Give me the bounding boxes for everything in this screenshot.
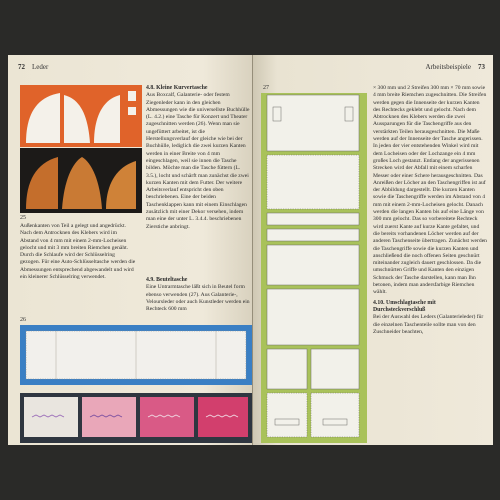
section-4-9-title: 4.9. Beuteltasche: [146, 277, 188, 283]
left-body-text-lower: Außenkanten von Teil a gelegt und angedrückt. Nach dem Antrocknen des Klebers wird im Abstand von 4 mm mit einem 2-mm-Locheisen gelocht und mit 3 mm breiten Riemchen genäht. Durch die Schlaufe wird der Schlüsselring gezogen. Für eine Auto-Schlüsseltasche werden die Abmessungen entsprechend abgewandelt und wird ein kleinerer Schlüsselring verwendet.: [20, 223, 136, 281]
section-4-9-text: Eine Untrarmtasche läßt sich in Beutel form ebenso verwenden (27). Aus Galanterie-, Veloursleder oder auch Kunstleder werden ein Rechteck 600 mm: [146, 284, 250, 313]
figure-27-label: 27: [263, 85, 269, 91]
left-page-number: 72: [18, 63, 25, 71]
right-page: [253, 55, 493, 445]
right-chapter-title: Arbeitsbeispiele: [425, 63, 471, 71]
section-4-10-title: 4.10. Umschlagtasche mit Durchsteckverschluß: [373, 299, 436, 313]
figure-25-shapes: [20, 85, 142, 213]
section-4-8-title: 4.8. Kleine Kurvertasche: [146, 85, 208, 91]
figure-25-keyring-pattern: [20, 85, 142, 213]
figure-26-label: 26: [20, 317, 26, 323]
section-4-8-block: [146, 85, 250, 231]
left-chapter-title: Leder: [32, 63, 49, 71]
section-4-9-block: [146, 277, 250, 313]
right-body-column: [373, 85, 487, 336]
left-page: [8, 55, 252, 445]
figure-27-bag-pattern: [261, 93, 367, 443]
figure-25-label: 25: [20, 215, 26, 221]
right-page-number: 73: [478, 63, 485, 71]
figure-26-theater-bag: [20, 325, 252, 443]
right-body-text: × 300 mm und 2 Streifen 300 mm × 70 mm sowie 4 mm breite Riemchen zugeschnitten. Die Streifen werden gegen die Innenseite der kurzen Kanten des Rechtecks geklebt und gelocht. Nach dem Abtrocknen des Klebers werden die zwei Aussparungen für die Taschengriffe aus den verstärkten Teilen herausgeschnitten. Die Maße werden auf der Innenseite der Tasche angerissen. In jeden der vier entstehenden Winkel wird mit dem Locheisen oder der Lochzange ein 4 mm großes Loch gestanzt. Entlang der angerissenen Strecken wird der Abfall mit einem scharfen Messer oder einer Schere herausgeschnitten. Das Anreißen der Löcher an den Taschengriffen ist auf der Abbildung dargestellt. Die kurzen Kanten sowie die Taschengriffe werden im Abstand von 4 mm mit einem 2-mm-Locheisen gelocht. Danach werden die langen Kanten bis auf eine Länge von 300 mm gelocht. Das so vorbereitete Rechteck wird zuerst Kante auf kurze Kante gefaltet, und die bereits vorhandenen Löcher werden auf der anderen Taschenseite übertragen. Zunächst werden die Taschengriffe sowie die kurzen Kanten und anschließend die noch offenen Seiten geschnürt miteinander zugleich dauert geschlossen. Da die umschnürten Griffe und Kanten den einzigen Schmuck der Tasche darstellen, kann man Ihn betonen, indem man andersfarbige Riemchen wählt.: [373, 85, 487, 296]
section-4-8-text: Aus Boxcalf, Galanterie- oder festem Ziegenleder kann in den gleichen Abmessungen wie die universellste Buchhülle (L. 4.2.) eine Tasche für Konzert und Theater zugeschnitten werden (26). Wenn man sie ungefüttert arbeitet, ist die Herstellungsverlauf der gleiche wie bei der Buchhülle, lediglich die zwei kurzen Kanten werden in einer Breite von 4 mm eingeschlagen, weil sie innen die Tasche bilden. Möchte man die Tasche füttern (L. 3.5.), locht und schärft man zunächst die zwei kurzen Kanten mit dem Futter. Der weitere Arbeitsverlauf entspricht den oben beschriebenen. Eine der beiden Taschenklappen kann mit einem Einschlagen zusätzlich mit einer Dekor versehen, indem man eine der unter L. 3.4.4. beschriebenen Zierstiche anbringt.: [146, 92, 250, 230]
section-4-10-text: Bei der Auswahl des Leders (Galanterieleder) für die einzelnen Taschenteile sollte man von den Zuschneider beachten,: [373, 314, 484, 335]
